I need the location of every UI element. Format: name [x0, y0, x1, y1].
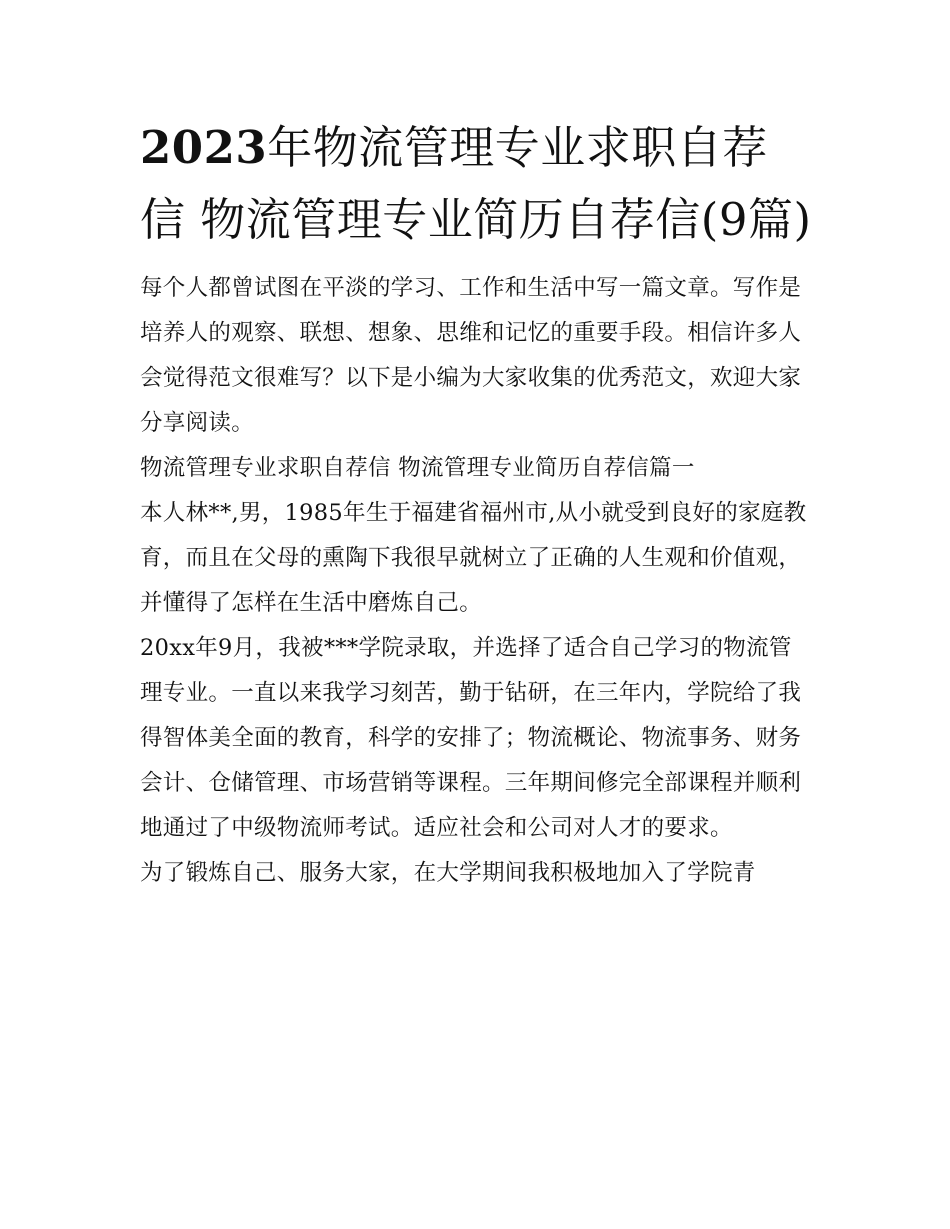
body-paragraph: 20xx年9月，我被***学院录取，并选择了适合自己学习的物流管理专业。一直以来我学习刻苦，勤于钻研，在三年内，学院给了我得智体美全面的教育，科学的安排了；物流概论、物流事务、财务会计、仓储管理、市场营销等课程。三年期间修完全部课程并顺利地通过了中级物流师考试。适应社会和公司对人才的要求。 — [140, 635, 802, 841]
body-paragraph: 为了锻炼自己、服务大家，在大学期间我积极地加入了学院青 — [140, 860, 756, 886]
title-year: 2023 — [140, 121, 268, 174]
title-text: 年物流管理专业求职自荐信 物流管理专业简历自荐信(9篇) — [140, 121, 812, 246]
document-page — [140, 112, 812, 896]
document-title — [140, 112, 812, 256]
body-paragraph: 本人林**,男，1985年生于福建省福州市,从小就受到良好的家庭教育，而且在父母的熏陶下我很早就树立了正确的人生观和价值观，并懂得了怎样在生活中磨炼自己。 — [140, 500, 807, 616]
intro-paragraph: 每个人都曾试图在平淡的学习、工作和生活中写一篇文章。写作是培养人的观察、联想、想象、思维和记忆的重要手段。相信许多人会觉得范文很难写？以下是小编为大家收集的优秀范文，欢迎大家分享阅读。 — [140, 275, 802, 436]
section-heading: 物流管理专业求职自荐信 物流管理专业简历自荐信篇一 — [140, 455, 695, 481]
